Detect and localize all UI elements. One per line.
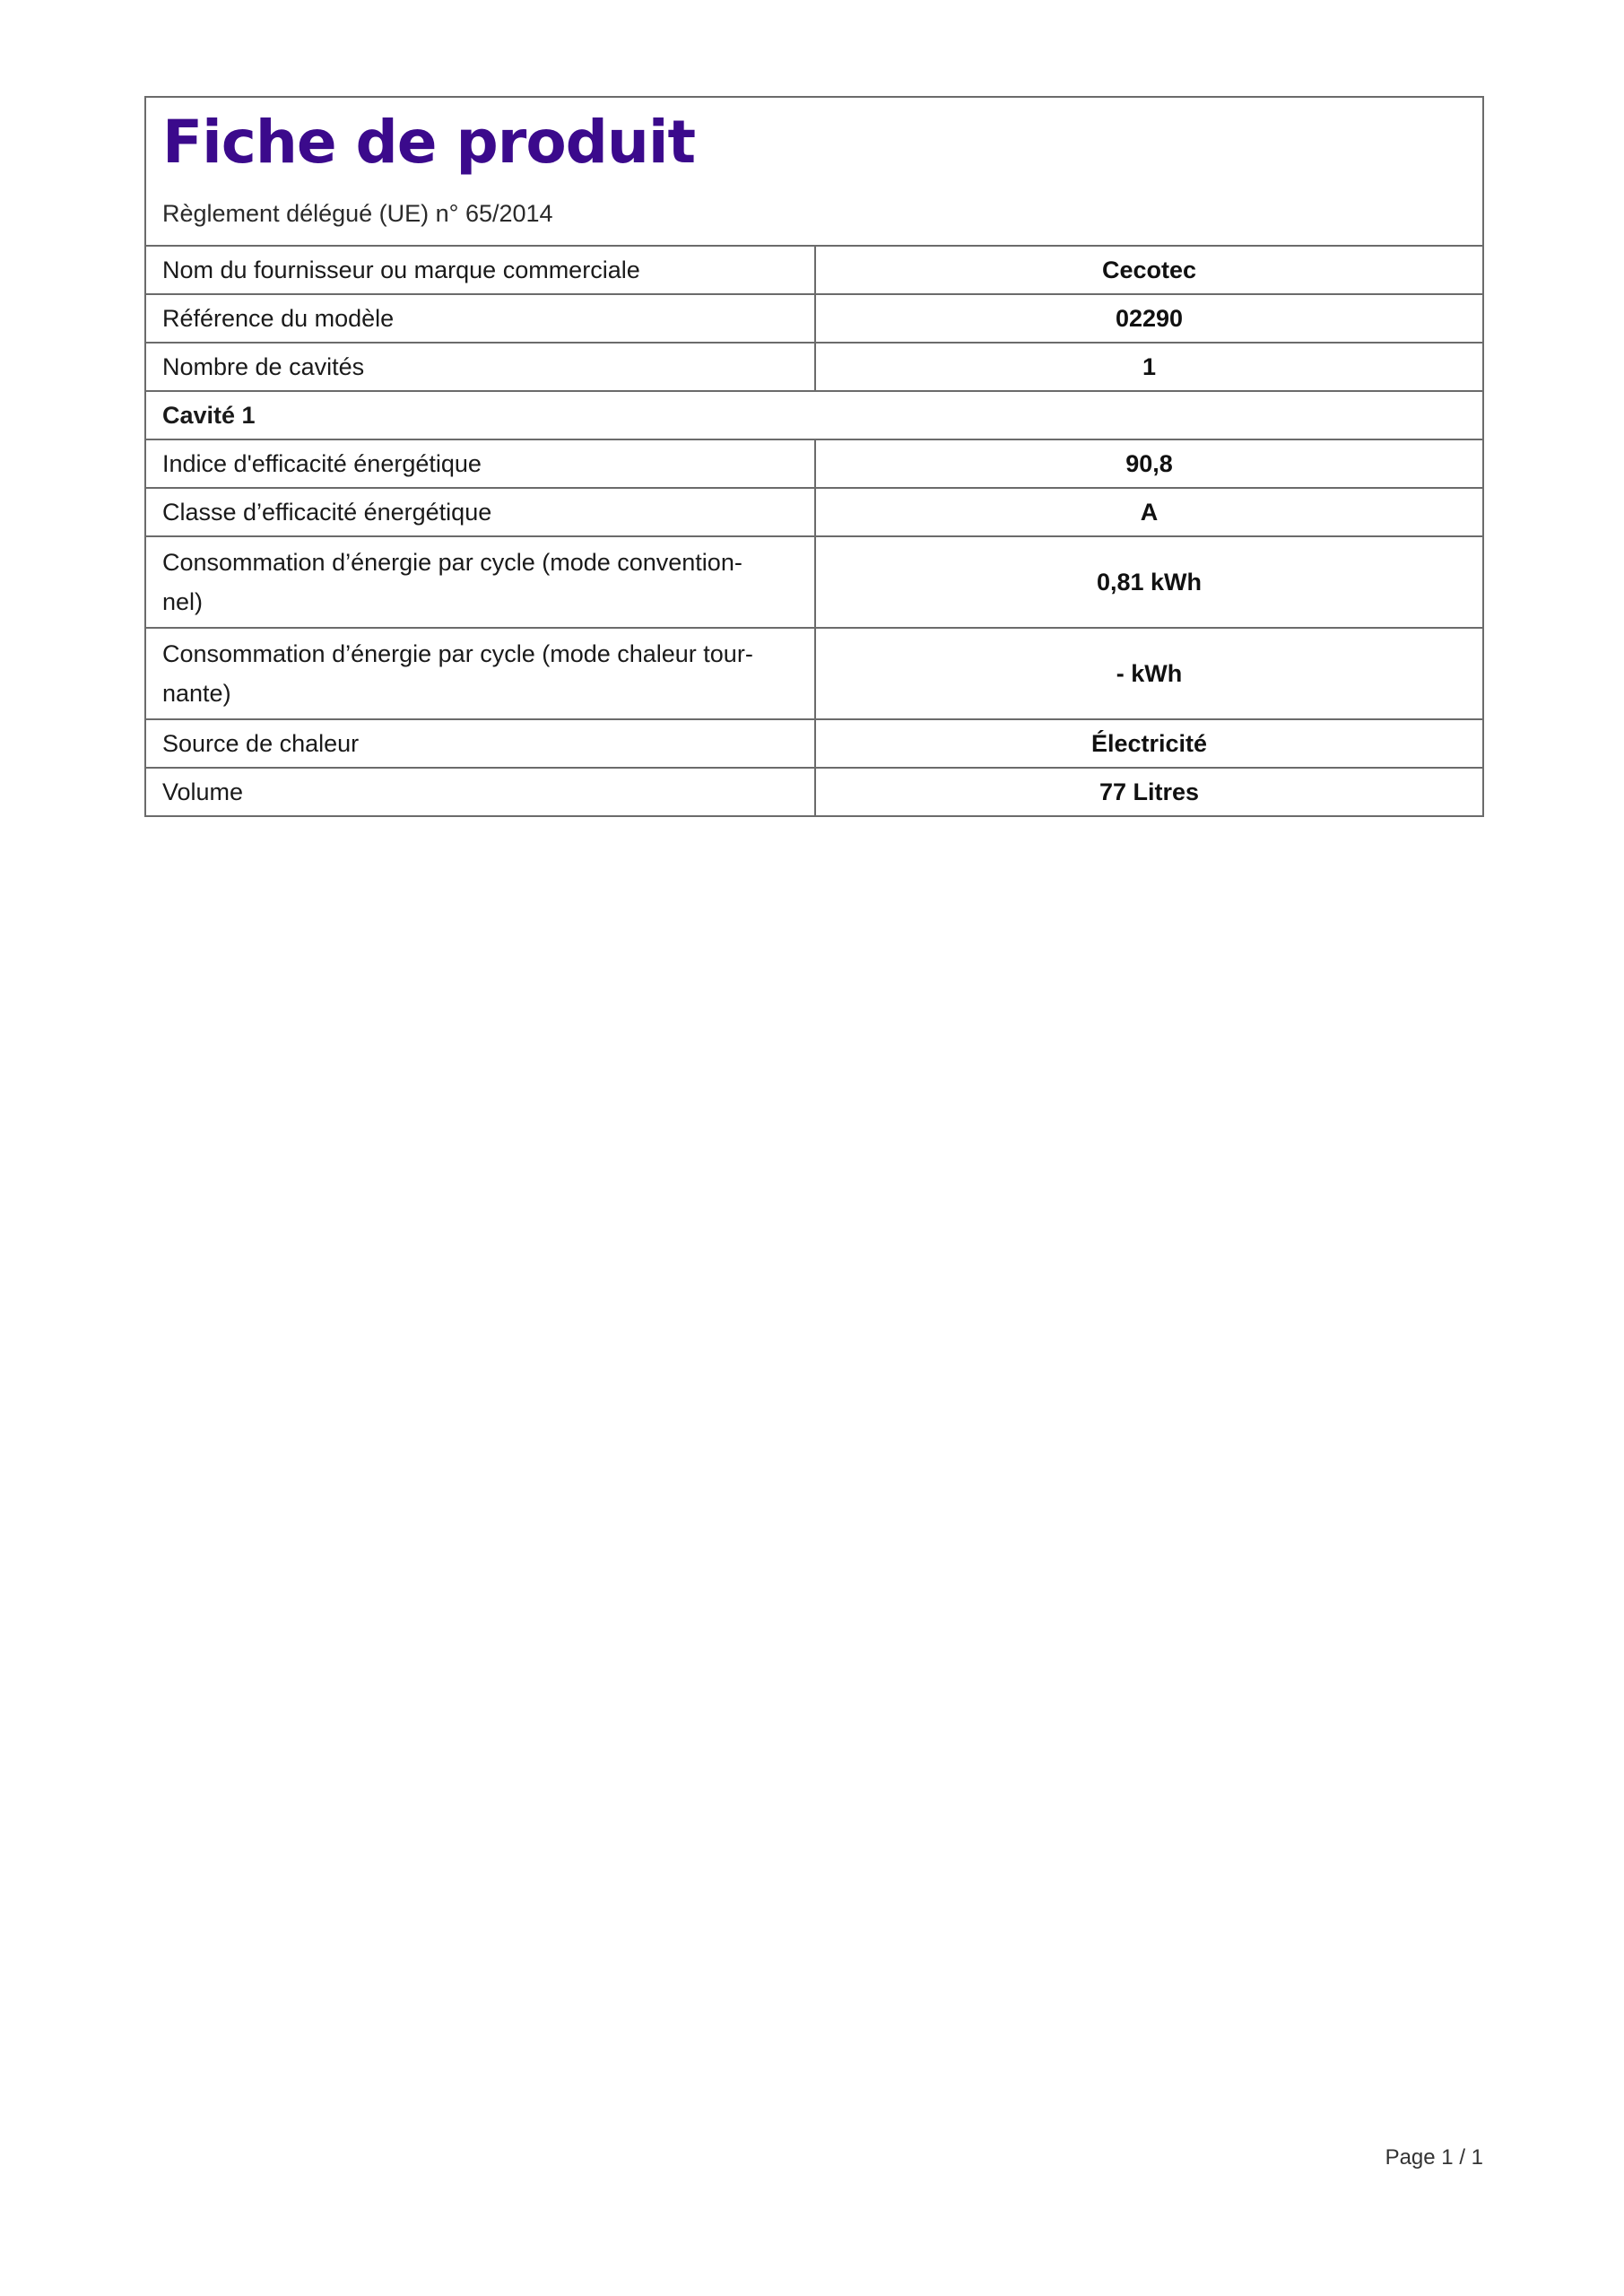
row-value: Électricité: [815, 719, 1482, 768]
row-label: Référence du modèle: [146, 294, 815, 343]
row-label: Nom du fournisseur ou marque commerciale: [146, 247, 815, 294]
table-row: [146, 247, 1482, 294]
section-heading: Cavité 1: [146, 391, 1482, 439]
row-label-line: Consommation d’énergie par cycle (mode chaleur tour-: [162, 640, 753, 667]
row-label-line: Consommation d’énergie par cycle (mode convention-: [162, 549, 743, 576]
table-row: [146, 719, 1482, 768]
row-value: 1: [815, 343, 1482, 391]
row-label-line: nel): [162, 588, 204, 615]
row-label: Indice d'efficacité énergétique: [146, 439, 815, 488]
table-row: [146, 536, 1482, 628]
product-table: [146, 247, 1482, 815]
product-sheet: [144, 96, 1484, 817]
table-row: [146, 294, 1482, 343]
row-value: 77 Litres: [815, 768, 1482, 815]
row-label-line: nante): [162, 680, 231, 707]
row-value: A: [815, 488, 1482, 536]
row-value: 0,81 kWh: [815, 536, 1482, 628]
section-row: [146, 391, 1482, 439]
row-label: Source de chaleur: [146, 719, 815, 768]
row-value: 02290: [815, 294, 1482, 343]
regulation-reference: Règlement délégué (UE) n° 65/2014: [162, 200, 553, 227]
row-value: Cecotec: [1101, 257, 1197, 283]
row-value: 90,8: [815, 439, 1482, 488]
row-label: Nombre de cavités: [146, 343, 815, 391]
row-label: [146, 628, 815, 719]
table-row: [146, 488, 1482, 536]
table-row: [146, 343, 1482, 391]
page-number: Page 1 / 1: [1385, 2145, 1483, 2170]
table-row: [146, 439, 1482, 488]
row-value: - kWh: [815, 628, 1482, 719]
row-label: Classe d’efficacité énergétique: [146, 488, 815, 536]
table-row: [146, 628, 1482, 719]
row-label: Volume: [146, 768, 815, 815]
page-title: Fiche de produit: [162, 108, 696, 177]
sheet-header: [146, 98, 1482, 247]
table-row: [146, 768, 1482, 815]
row-label: [146, 536, 815, 628]
